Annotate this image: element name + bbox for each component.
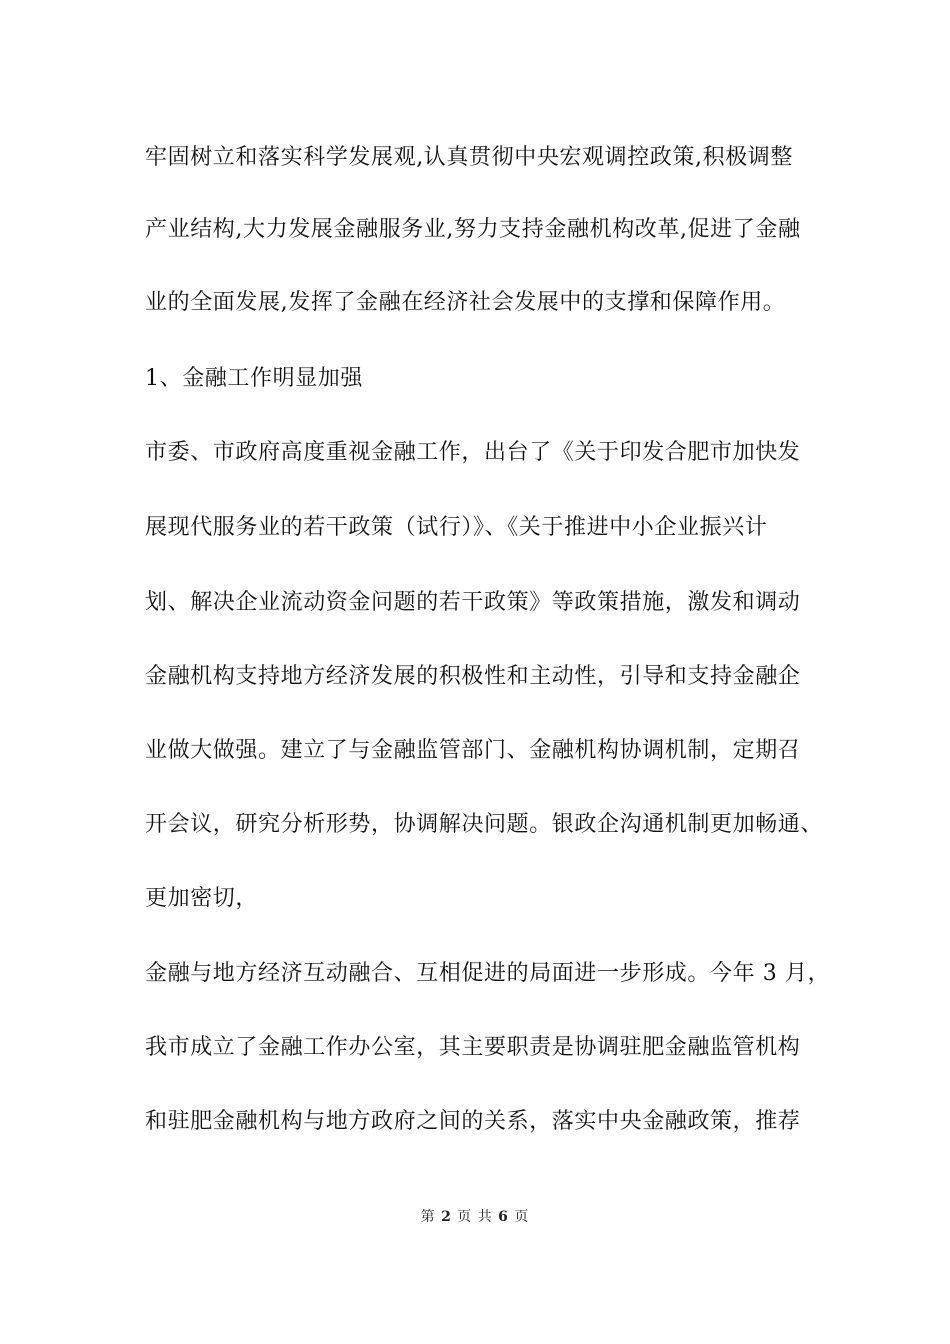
current-page-number: 2: [441, 1209, 452, 1225]
text-line: 我市成立了金融工作办公室，其主要职责是协调驻肥金融监管机构: [145, 1035, 801, 1060]
text-line: 业做大做强。建立了与金融监管部门、金融机构协调机制，定期召: [145, 738, 801, 763]
page-footer: [0, 1208, 950, 1226]
text-line: 划、解决企业流动资金问题的若干政策》等政策措施，激发和调动: [145, 590, 801, 615]
total-pages-number: 6: [498, 1209, 509, 1225]
text-line: 开会议，研究分析形势，协调解决问题。银政企沟通机制更加畅通、: [145, 812, 824, 837]
text-line: 和驻肥金融机构与地方政府之间的关系，落实中央金融政策，推荐: [145, 1109, 801, 1134]
text-line: 市委、市政府高度重视金融工作，出台了《关于印发合肥市加快发: [145, 440, 801, 465]
text-line: 金融与地方经济互动融合、互相促进的局面进一步形成。今年 3 月，: [145, 961, 831, 986]
section-heading: 1、金融工作明显加强: [145, 366, 363, 391]
text-line: 业的全面发展,发挥了金融在经济社会发展中的支撑和保障作用。: [145, 290, 786, 315]
text-line: 金融机构支持地方经济发展的积极性和主动性，引导和支持金融企: [145, 664, 801, 689]
text-line: 牢固树立和落实科学发展观,认真贯彻中央宏观调控政策,积极调整: [145, 145, 793, 170]
text-line: 更加密切，: [145, 886, 259, 911]
footer-middle: 页 共: [457, 1209, 493, 1225]
text-line: 展现代服务业的若干政策（试行）》、《关于推进中小企业振兴计: [145, 515, 768, 540]
footer-prefix: 第: [420, 1209, 436, 1225]
text-line: 产业结构,大力发展金融服务业,努力支持金融机构改革,促进了金融: [145, 217, 801, 242]
footer-suffix: 页: [514, 1209, 530, 1225]
